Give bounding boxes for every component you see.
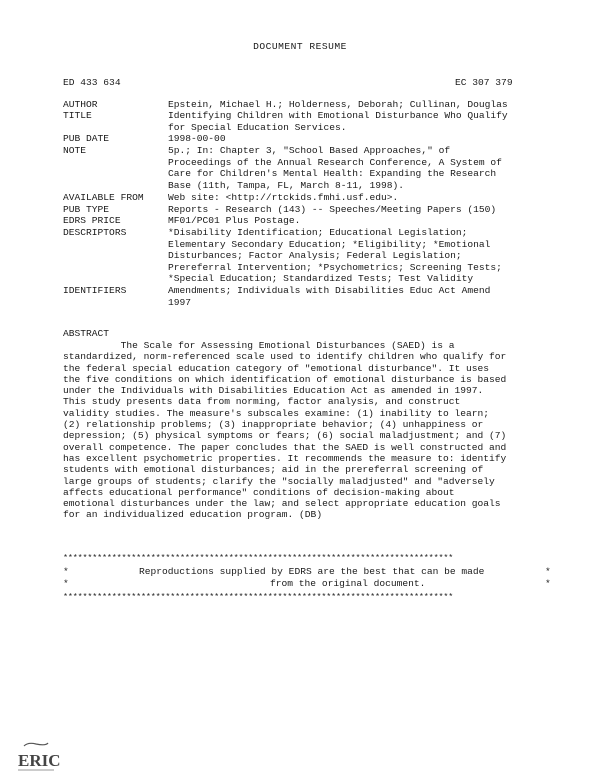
field-value-line: for Special Education Services. [168,121,347,133]
star-border-top: ******************************************************************************** [63,553,454,563]
field-label: NOTE [63,145,87,156]
star-edge-left-2: * [63,578,69,589]
abstract-line: overall competence. The paper concludes that the SAED is well constructed and [63,441,507,453]
abstract-line: (2) relationship problems; (3) inappropriate behavior; (4) unhappiness or [63,419,484,431]
field-value-line: 1998-00-00 [168,133,226,144]
abstract-line: students with emotional disturbances; aid in the prereferral screening of [63,464,484,476]
field-value-line: Disturbances; Factor Analysis; Federal Legislation; [168,250,462,262]
field-label: AVAILABLE FROM [63,192,144,203]
field-label: DESCRIPTORS [63,227,127,238]
reproduction-line-1: Reproductions supplied by EDRS are the best that can be made [139,566,485,577]
ec-number: EC 307 379 [455,77,513,88]
field-value-line: Base (11th, Tampa, FL, March 8-11, 1998). [168,179,405,191]
field-label: IDENTIFIERS [63,285,127,296]
field-label: AUTHOR [63,99,98,110]
field-value-line: Proceedings of the Annual Research Conference, A System of [168,156,502,168]
field-value-line: Reports - Research (143) -- Speeches/Meeting Papers (150) [168,204,497,215]
field-value-line: Web site: <http://rtckids.fmhi.usf.edu>. [168,192,399,203]
field-value-line: Identifying Children with Emotional Disturbance Who Qualify [168,110,508,121]
field-value-line: *Special Education; Standardized Tests; Test Validity [168,273,474,285]
field-value-line: MF01/PC01 Plus Postage. [168,215,301,226]
abstract-line: under the Individuals with Disabilities Education Act as amended in 1997. [63,385,484,397]
star-edge-left: * [63,566,69,577]
field-label: EDRS PRICE [63,215,121,226]
abstract-line: The Scale for Assessing Emotional Disturbances (SAED) is a [63,340,455,351]
abstract-line: the federal special education category of "emotional disturbance". It uses [63,362,490,374]
abstract-line: for an individualized education program. (DB) [63,509,323,521]
field-label: PUB DATE [63,133,110,144]
field-value-line: Prereferral Intervention; *Psychometrics; Screening Tests; [168,261,502,273]
abstract-body [63,340,563,521]
star-border-bottom: ******************************************************************************** [63,592,454,602]
abstract-line: the five conditions on which identification of emotional disturbance is based [63,373,507,385]
reproduction-line-2: from the original document. [270,578,426,589]
eric-logo [16,740,61,776]
abstract-line: affects educational performance" conditions of decision-making about [63,486,455,498]
field-label: TITLE [63,110,92,121]
abstract-line: depression; (5) physical symptoms or fears; (6) social maladjustment; and (7) [63,430,507,442]
abstract-line: validity studies. The measure's subscales examine: (1) inability to learn; [63,407,490,419]
abstract-line: emotional disturbances under the law; and select appropriate education goals [63,498,501,510]
field-value-line: 5p.; In: Chapter 3, "School Based Approaches," of [168,145,451,156]
abstract-line: has excellent psychometric properties. It recommends the measure to: identify [63,452,507,464]
eric-logo-text: ERIC [18,751,61,770]
field-label: PUB TYPE [63,204,110,215]
abstract-line: This study presents data from norming, factor analysis, and construct [63,396,461,408]
abstract-heading: ABSTRACT [63,328,110,339]
field-value-line: 1997 [168,296,192,308]
field-value-line: *Disability Identification; Educational Legislation; [168,227,468,238]
field-value-line: Epstein, Michael H.; Holderness, Deborah; Cullinan, Douglas [168,99,508,110]
field-value-line: Amendments; Individuals with Disabilities Educ Act Amend [168,285,491,296]
field-value-line: Elementary Secondary Education; *Eligibility; *Emotional [168,238,491,250]
abstract-line: large groups of students; clarify the "socially maladjusted" and "adversely [63,475,495,487]
star-edge-right-2: * [545,578,551,589]
field-value-line: Care for Children's Mental Health: Expanding the Research [168,168,497,180]
abstract-line: standardized, norm-referenced scale used to identify children who qualify for [63,351,507,363]
document-title: DOCUMENT RESUME [253,41,347,52]
ed-number: ED 433 634 [63,77,121,88]
star-edge-right: * [545,566,551,577]
